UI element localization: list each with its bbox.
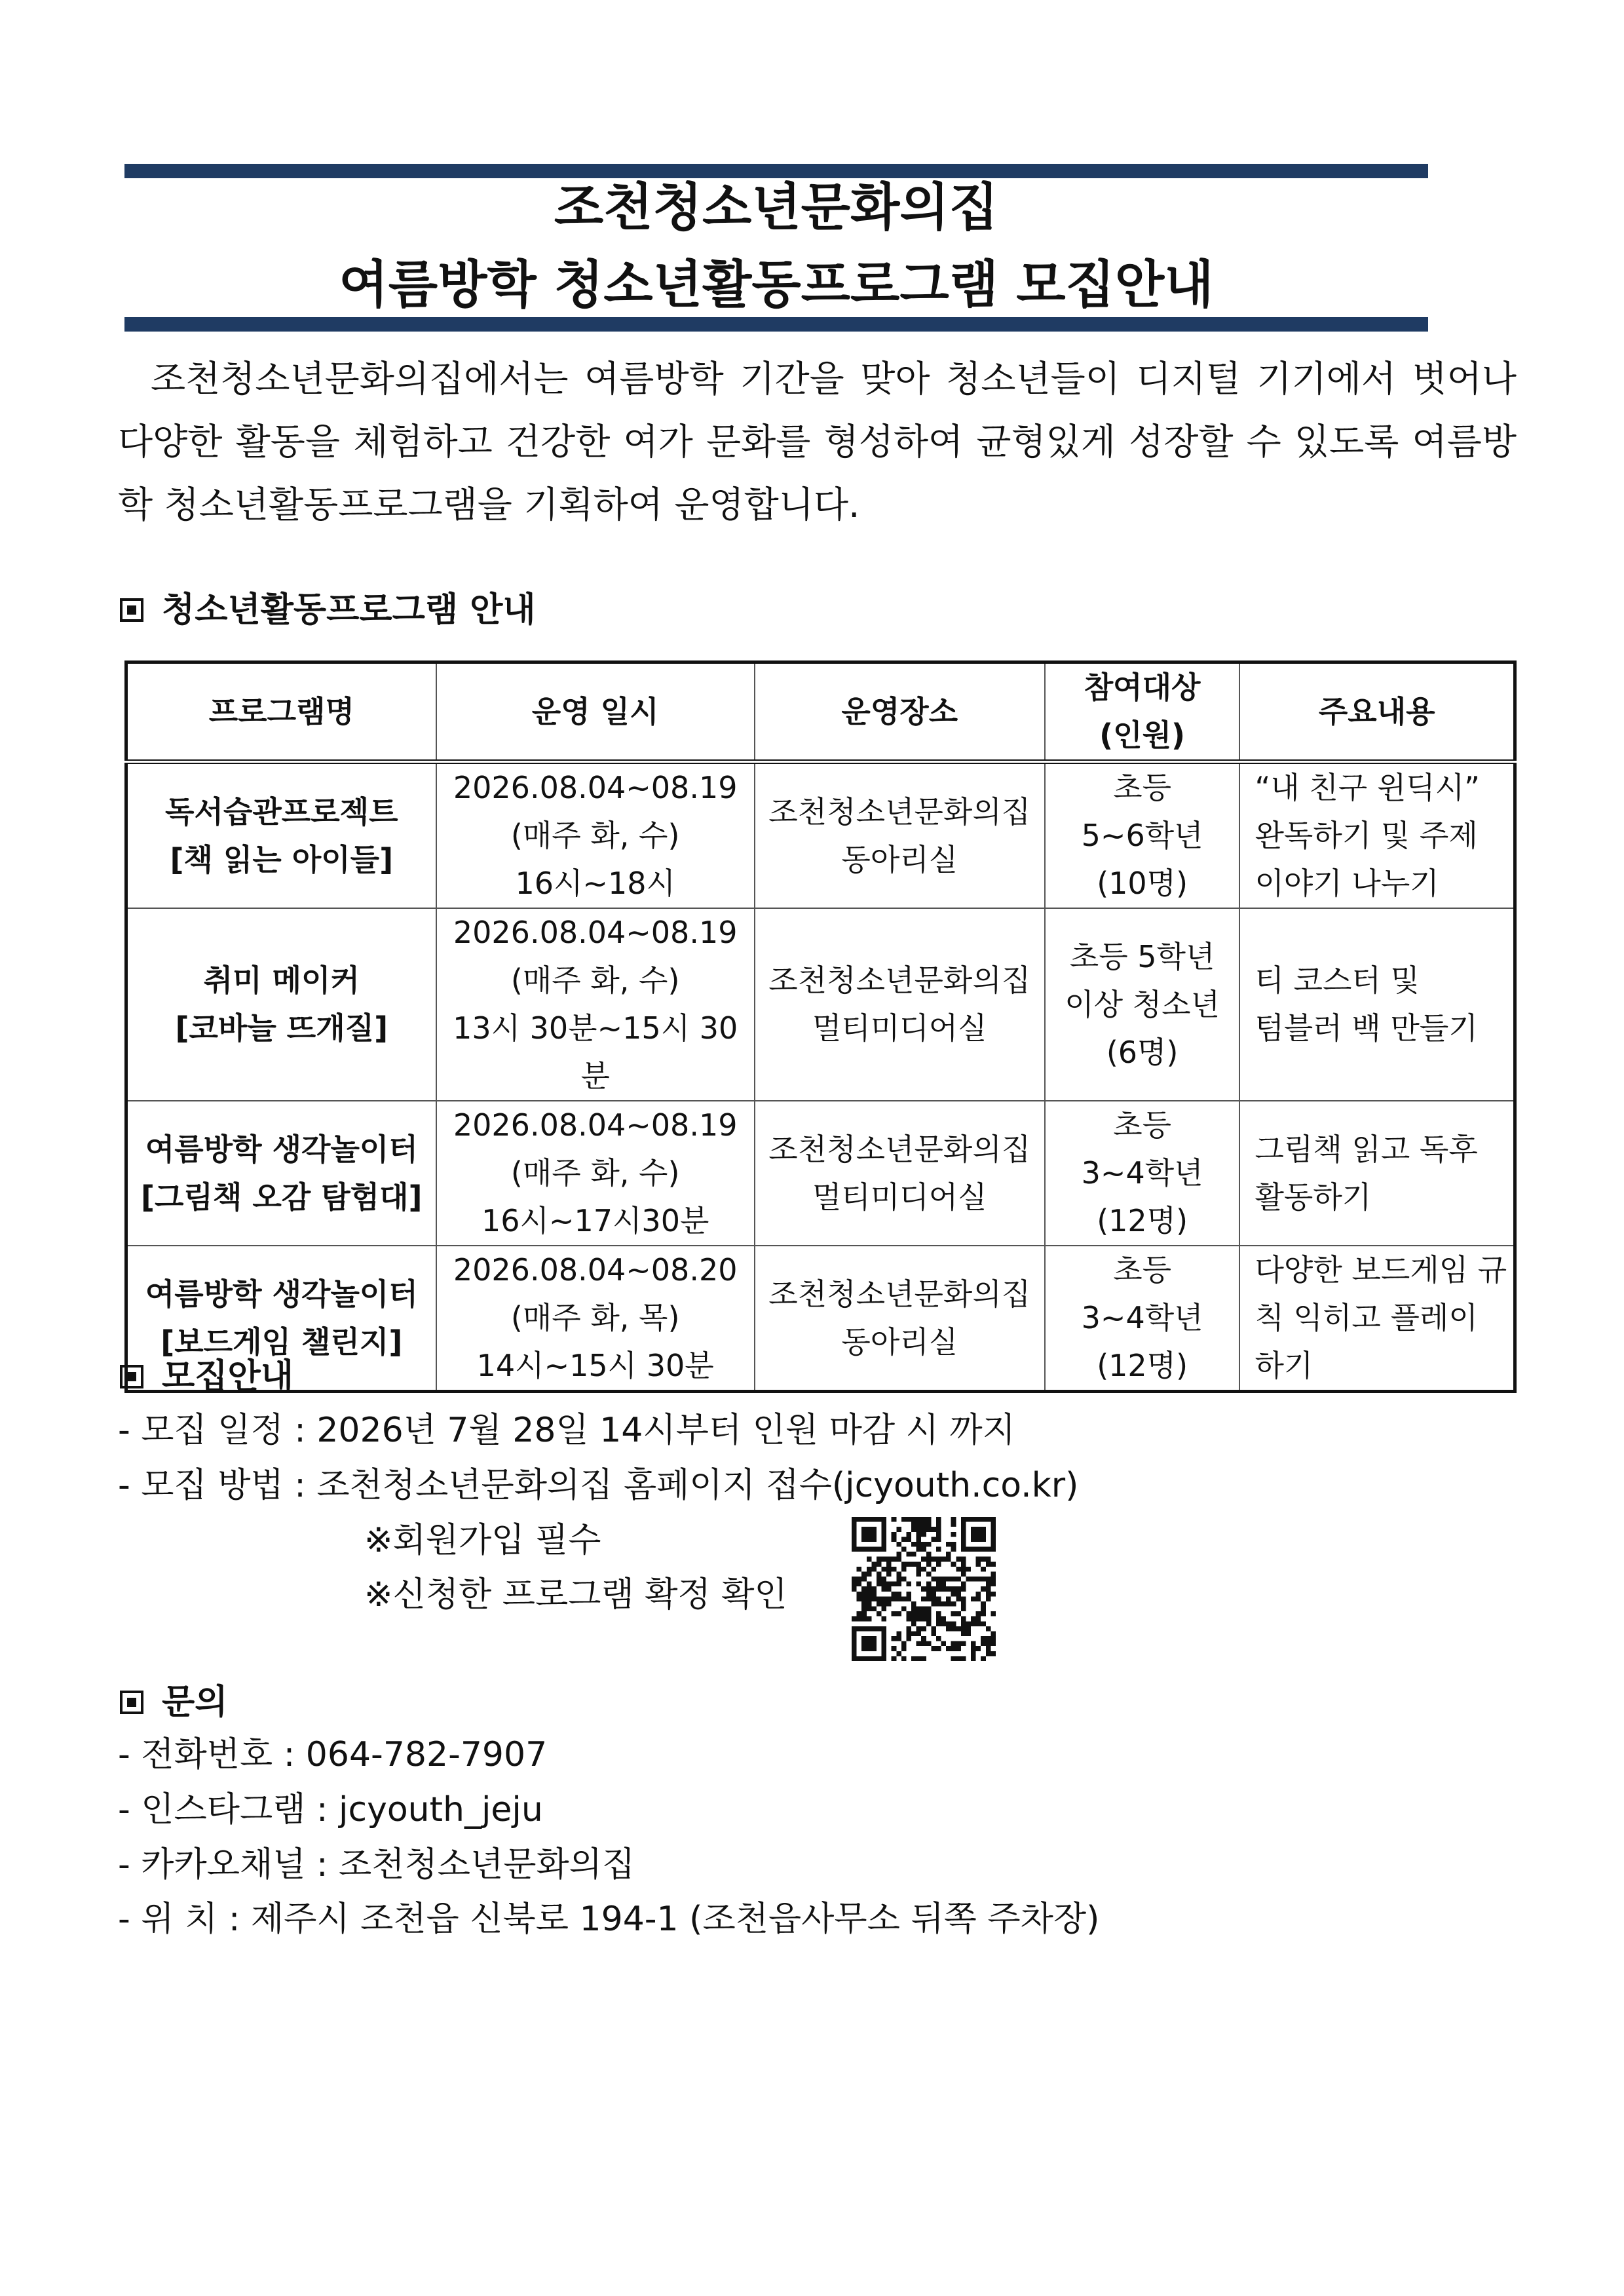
header-place: 운영장소: [755, 662, 1045, 762]
cell-name: [126, 762, 436, 909]
cell-target-line: 초등: [1113, 770, 1172, 805]
boxed-square-bullet-icon: [120, 598, 143, 622]
header-program-name: 프로그램명: [126, 662, 436, 762]
program-table: [124, 660, 1517, 1396]
title-bottom-rule: [124, 317, 1428, 332]
contact-kakao: - 카카오채널 : 조천청소년문화의집: [118, 1845, 635, 1885]
table-header-row: [126, 662, 1515, 762]
cell-target-line: 초등: [1113, 1107, 1172, 1143]
cell-place-line: 멀티미디어실: [812, 1010, 987, 1046]
cell-place-line: 조천청소년문화의집: [768, 794, 1031, 830]
cell-target-line: 3~4학년: [1081, 1300, 1203, 1335]
recruit-schedule: - 모집 일정 : 2026년 7월 28일 14시부터 인원 마감 시 까지: [118, 1411, 1015, 1450]
cell-place: [755, 1246, 1045, 1392]
cell-place-line: 동아리실: [841, 841, 958, 877]
cell-target-line: 초등: [1113, 1252, 1172, 1288]
cell-schedule-line: 2026.08.04~08.20: [453, 1252, 738, 1288]
cell-place: [755, 1101, 1045, 1246]
cell-name: [126, 908, 436, 1101]
cell-place-line: 동아리실: [841, 1324, 958, 1360]
cell-content-line: 그림책 읽고 독후: [1255, 1131, 1478, 1167]
cell-schedule: [436, 908, 755, 1101]
cell-place-line: 멀티미디어실: [812, 1179, 987, 1215]
cell-schedule: [436, 1101, 755, 1246]
cell-content: [1239, 1246, 1515, 1392]
cell-schedule-line: (매주 화, 수): [510, 1155, 680, 1191]
cell-target-line: (10명): [1097, 866, 1188, 901]
cell-target-line: (6명): [1106, 1034, 1179, 1070]
program-section-title: 청소년활동프로그램 안내: [162, 590, 536, 630]
cell-name-line: 독서습관프로젝트: [165, 794, 398, 830]
cell-content-line: “내 친구 윈딕시”: [1255, 770, 1480, 805]
recruit-section-heading: [120, 1357, 293, 1396]
title-top-rule: [124, 164, 1428, 178]
cell-schedule-line: 2026.08.04~08.19: [453, 1107, 738, 1143]
cell-target: [1045, 762, 1240, 909]
cell-target-line: 초등 5학년: [1069, 938, 1215, 974]
recruit-section-title: 모집안내: [162, 1357, 293, 1396]
contact-section-title: 문의: [162, 1683, 228, 1722]
cell-content-line: 티 코스터 및: [1255, 963, 1420, 998]
cell-content-line: 칙 익히고 플레이: [1255, 1300, 1478, 1335]
cell-name-line: [보드게임 챌린지]: [161, 1324, 403, 1360]
cell-name: [126, 1101, 436, 1246]
cell-target-line: 이상 청소년: [1065, 986, 1220, 1022]
cell-target-line: 5~6학년: [1081, 818, 1203, 853]
cell-place-line: 조천청소년문화의집: [768, 1131, 1031, 1167]
program-section-heading: [120, 590, 536, 630]
cell-name-line: [코바늘 뜨개질]: [175, 1010, 388, 1046]
cell-content: [1239, 1101, 1515, 1246]
cell-content: [1239, 762, 1515, 909]
qr-code-icon: [852, 1517, 996, 1661]
cell-place: [755, 762, 1045, 909]
cell-target-line: 3~4학년: [1081, 1155, 1203, 1191]
cell-name-line: [그림책 오감 탐험대]: [141, 1179, 423, 1215]
contact-section-heading: [120, 1683, 228, 1722]
cell-name-line: 여름방학 생각놀이터: [145, 1131, 418, 1167]
cell-target: [1045, 1246, 1240, 1392]
intro-paragraph: [118, 347, 1517, 536]
cell-content-line: 다양한 보드게임 규: [1255, 1252, 1507, 1288]
recruit-note-signup: ※회원가입 필수: [364, 1521, 601, 1560]
boxed-square-bullet-icon: [120, 1691, 143, 1714]
cell-content: [1239, 908, 1515, 1101]
cell-place-line: 조천청소년문화의집: [768, 1276, 1031, 1312]
page-title-line2: 여름방학 청소년활동프로그램 모집안내: [339, 256, 1214, 315]
cell-schedule-line: 2026.08.04~08.19: [453, 915, 738, 950]
cell-schedule-line: 2026.08.04~08.19: [453, 770, 738, 805]
header-target-line: (인원): [1099, 718, 1186, 753]
cell-schedule-line: (매주 화, 수): [510, 963, 680, 998]
cell-content-line: 하기: [1255, 1348, 1313, 1383]
cell-target-line: (12명): [1097, 1348, 1188, 1383]
cell-schedule-line: 13시 30분~15시 30분: [453, 1010, 738, 1094]
table-row: [126, 1101, 1515, 1246]
cell-content-line: 완독하기 및 주제: [1255, 818, 1478, 853]
cell-content-line: 이야기 나누기: [1255, 866, 1439, 901]
contact-instagram: - 인스타그램 : jcyouth_jeju: [118, 1790, 543, 1829]
cell-place-line: 조천청소년문화의집: [768, 963, 1031, 998]
header-schedule: 운영 일시: [436, 662, 755, 762]
table-row: [126, 908, 1515, 1101]
contact-location: - 위 치 : 제주시 조천읍 신북로 194-1 (조천읍사무소 뒤쪽 주차장): [118, 1900, 1100, 1939]
cell-schedule-line: 14시~15시 30분: [476, 1348, 714, 1383]
intro-text: 조천청소년문화의집에서는 여름방학 기간을 맞아 청소년들이 디지털 기기에서 벗어나 다양한 활동을 체험하고 건강한 여가 문화를 형성하여 균형있게 성장할 수 있도록 여름방학 청소년활동프로그램을 기획하여 운영합니다.: [118, 358, 1517, 526]
table-row: [126, 762, 1515, 909]
boxed-square-bullet-icon: [120, 1365, 143, 1388]
table-row: [126, 1246, 1515, 1392]
header-target: [1045, 662, 1240, 762]
cell-name-line: 취미 메이커: [203, 963, 360, 998]
cell-schedule: [436, 1246, 755, 1392]
cell-name-line: 여름방학 생각놀이터: [145, 1276, 418, 1312]
recruit-method: - 모집 방법 : 조천청소년문화의집 홈페이지 접수(jcyouth.co.kr): [118, 1466, 1079, 1505]
cell-schedule-line: 16시~17시30분: [481, 1203, 709, 1238]
header-content: 주요내용: [1239, 662, 1515, 762]
cell-target: [1045, 1101, 1240, 1246]
cell-target-line: (12명): [1097, 1203, 1188, 1238]
contact-phone: - 전화번호 : 064-782-7907: [118, 1735, 548, 1774]
cell-content-line: 텀블러 백 만들기: [1255, 1010, 1478, 1046]
cell-schedule: [436, 762, 755, 909]
recruit-note-confirm: ※신청한 프로그램 확정 확인: [364, 1575, 787, 1615]
cell-place: [755, 908, 1045, 1101]
cell-schedule-line: 16시~18시: [515, 866, 675, 901]
cell-name-line: [책 읽는 아이들]: [170, 841, 394, 877]
cell-content-line: 활동하기: [1255, 1179, 1372, 1215]
cell-schedule-line: (매주 화, 수): [510, 818, 680, 853]
cell-target: [1045, 908, 1240, 1101]
cell-schedule-line: (매주 화, 목): [510, 1300, 680, 1335]
header-target-line: 참여대상: [1084, 670, 1201, 705]
page-title-line1: 조천청소년문화의집: [554, 178, 999, 237]
